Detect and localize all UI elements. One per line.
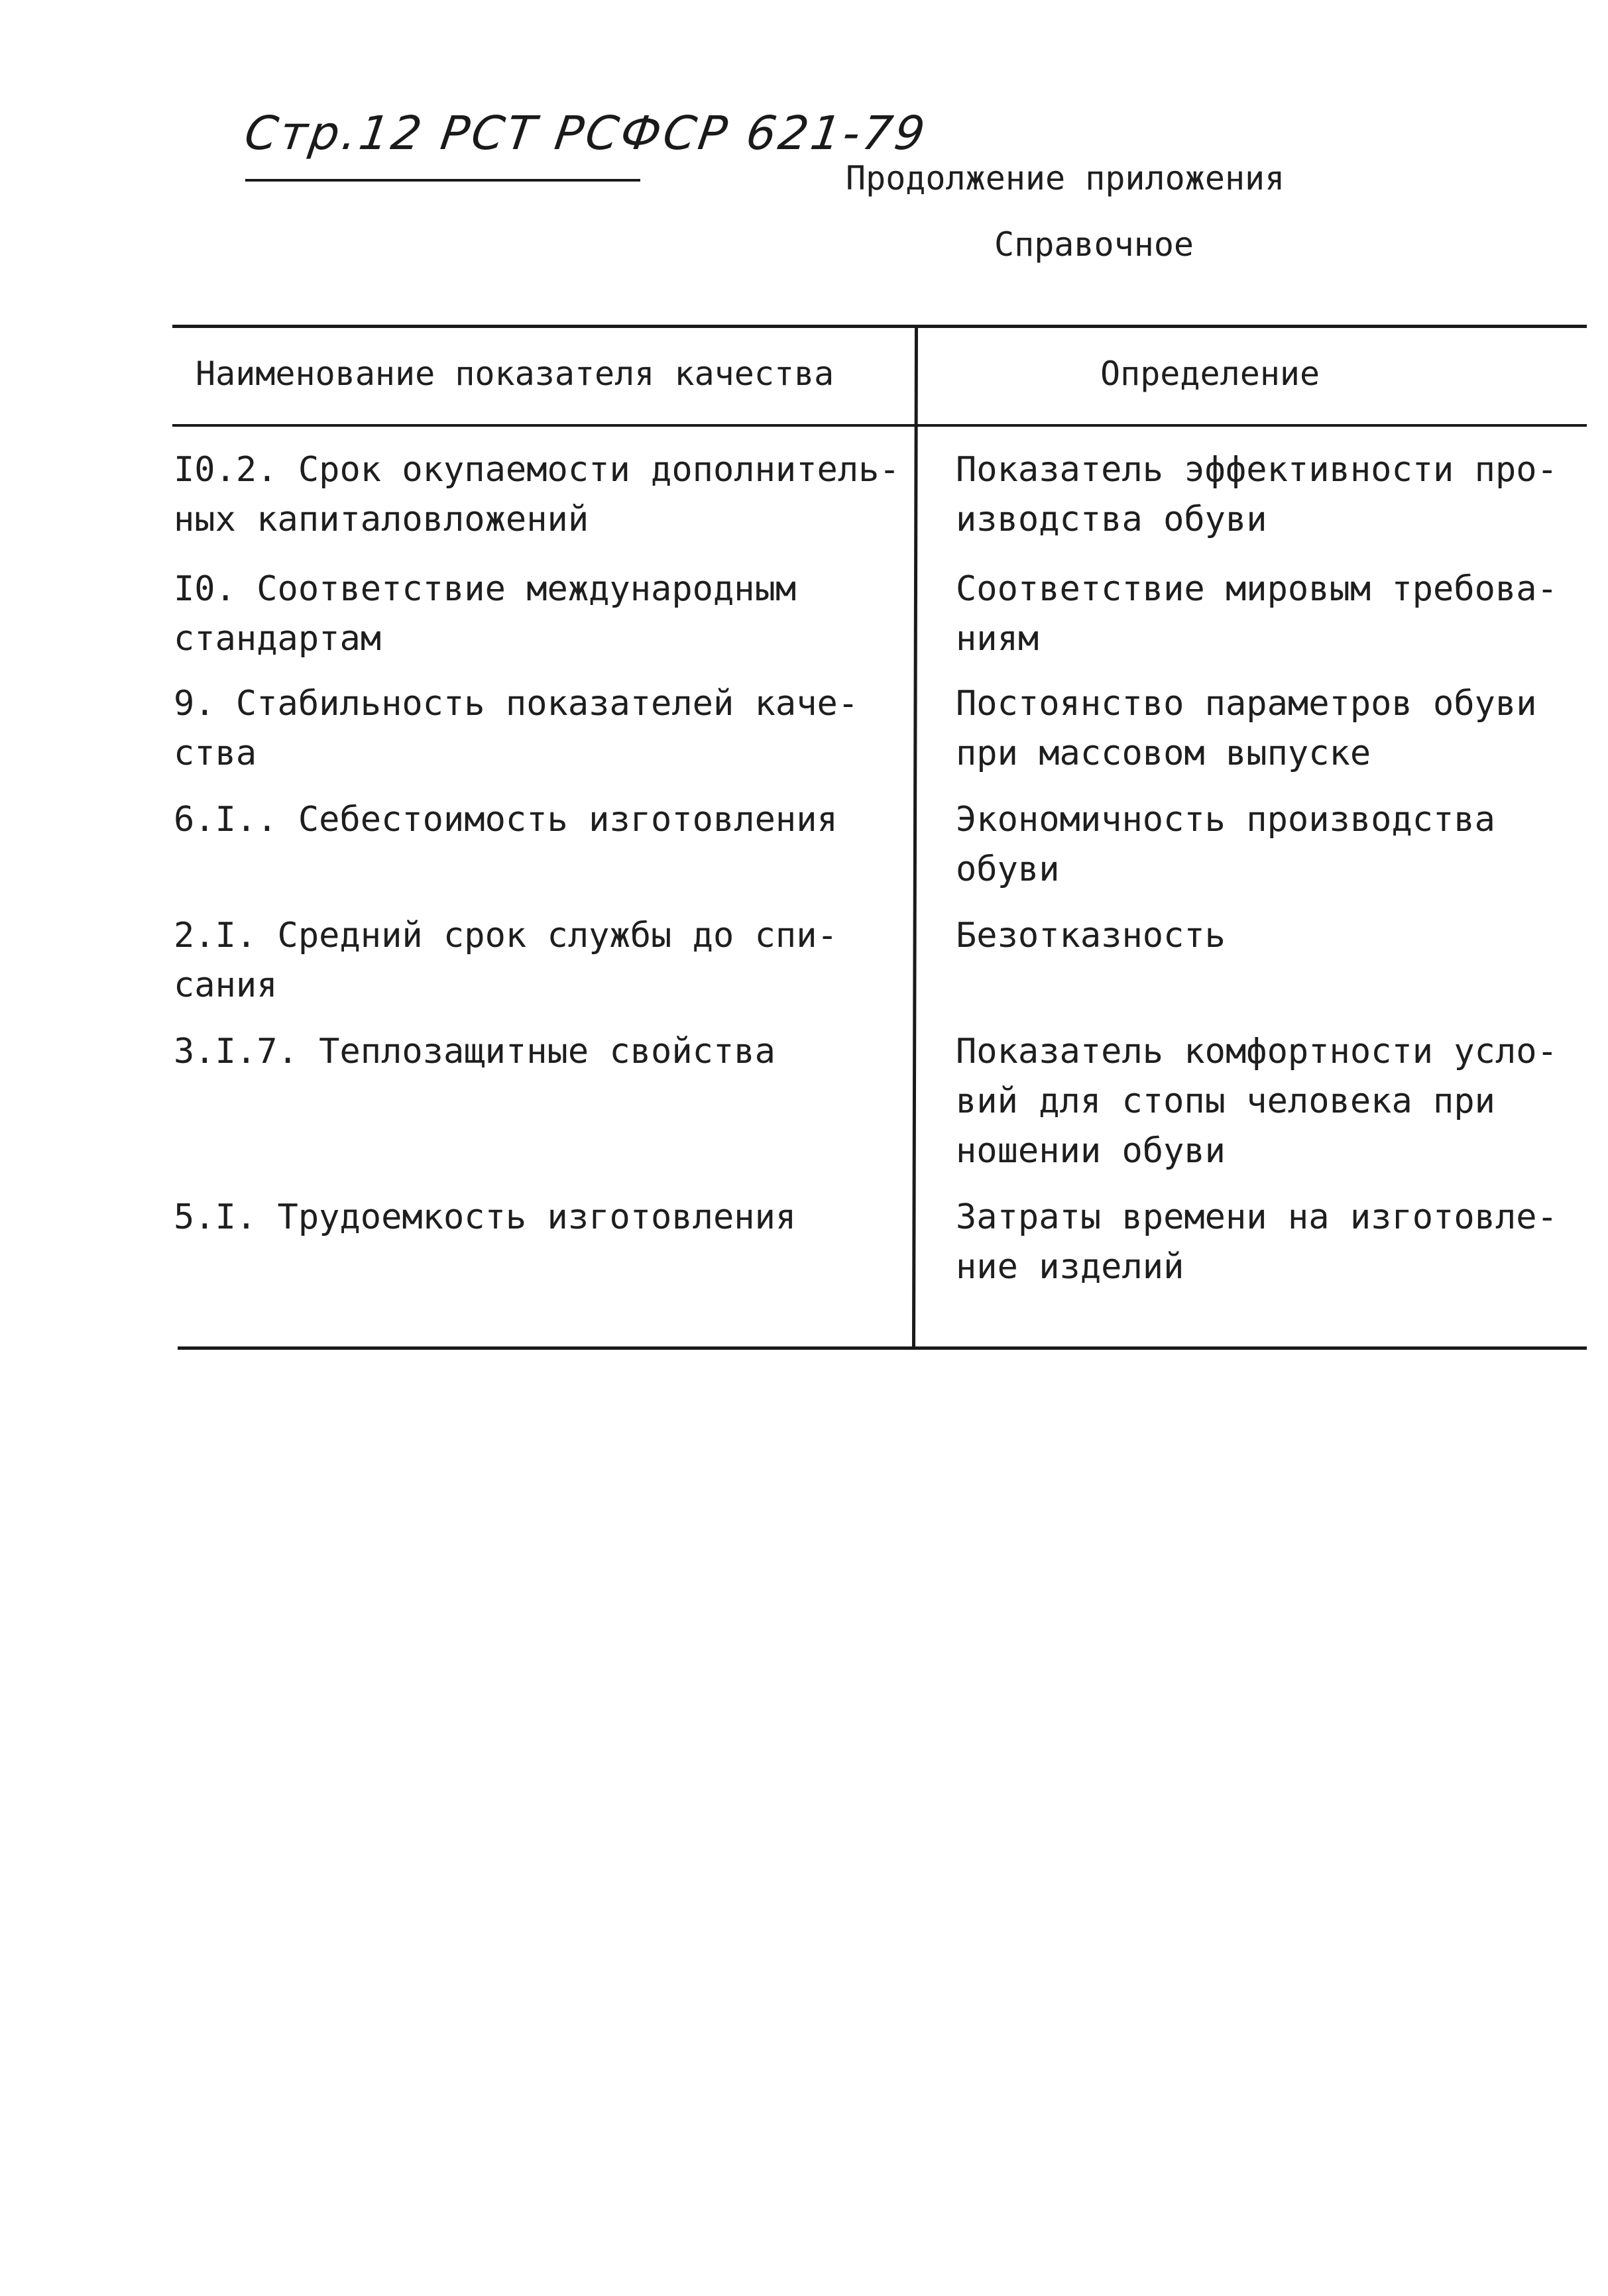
row-3-definition: Постоянство параметров обуви при массовом выпуске [956,684,1537,773]
row-7-definition: Затраты времени на изготовле- ние изделий [956,1197,1558,1287]
appendix-type: Справочное [994,225,1194,264]
header-underline [245,179,640,182]
row-1-definition: Показатель эффективности про- изводства обуви [956,450,1558,539]
column-header-name: Наименование показателя качества [196,355,834,393]
table-column-divider [912,325,918,1348]
table-bottom-rule [178,1346,1587,1350]
row-3-name: 9. Стабильность показателей каче- ства [174,684,859,773]
row-4-name: 6.I.. Себестоимость изготовления [174,800,838,840]
table-top-rule [172,325,1587,328]
row-2-definition: Соответствие мировым требова- ниям [956,569,1558,659]
row-6-name: 3.I.7. Теплозащитные свойства [174,1032,775,1071]
page-reference-text: Стр.12 РСТ РСФСР 621-79 [241,106,931,160]
appendix-continuation: Продолжение приложения [846,159,1285,197]
row-5-name: 2.I. Средний срок службы до спи- сания [174,916,838,1005]
row-5-definition: Безотказность [956,916,1226,956]
row-6-definition: Показатель комфортности усло- вий для стопы человека при ношении обуви [956,1032,1558,1171]
page-reference [241,106,931,160]
row-4-definition: Экономичность производства обуви [956,800,1495,889]
column-header-definition: Определение [1100,355,1320,393]
row-2-name: I0. Соответствие международным стандартам [174,569,797,659]
row-1-name: I0.2. Срок окупаемости дополнитель- ных капиталовложений [174,450,900,539]
row-7-name: 5.I. Трудоемкость изготовления [174,1197,797,1237]
table-header-rule [172,424,1587,427]
